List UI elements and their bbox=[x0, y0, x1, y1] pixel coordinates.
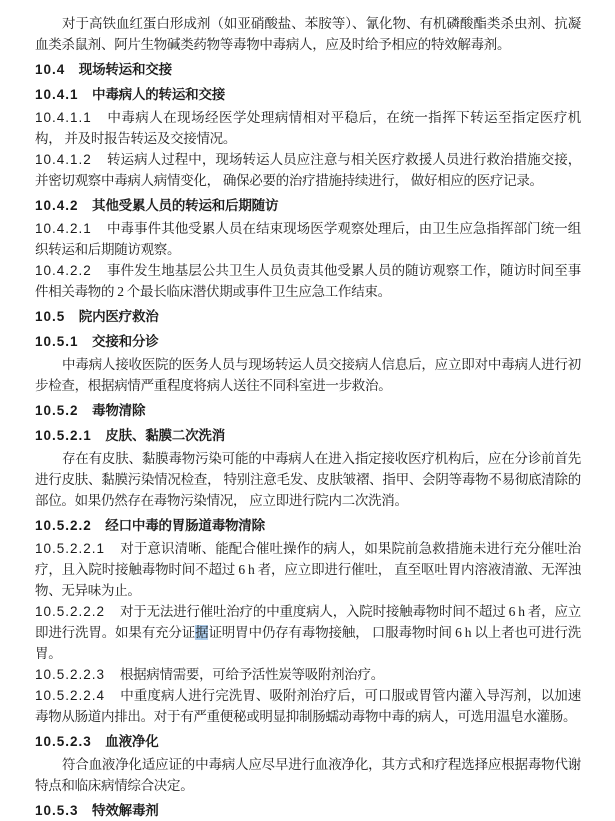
paragraph-triage: 中毒病人接收医院的医务人员与现场转运人员交接病人信息后，应立即对中毒病人进行初步检查，根据病情严重程度将病人送往不同科室进一步救治。 bbox=[35, 357, 581, 393]
heading-10-4-1 bbox=[35, 84, 581, 105]
clause-10-4-1-2 bbox=[35, 149, 581, 191]
heading-title: 院内医疗救治 bbox=[78, 309, 159, 324]
heading-number: 10.5 bbox=[35, 309, 66, 324]
clause-10-4-2-1 bbox=[35, 218, 581, 260]
clause-number: 10.4.1.2 bbox=[35, 152, 92, 167]
clause-10-5-2-2-2 bbox=[35, 601, 581, 664]
clause-10-5-2-2-3 bbox=[35, 664, 581, 685]
heading-title: 现场转运和交接 bbox=[78, 62, 172, 77]
heading-title: 特效解毒剂 bbox=[92, 803, 159, 818]
clause-10-5-2-2-4 bbox=[35, 685, 581, 727]
clause-text: 证明胃中仍存有毒物接触， 口服毒物时间 6 h 以上者也可进行洗胃。 bbox=[35, 625, 582, 661]
heading-10-5-2-1 bbox=[35, 425, 581, 446]
heading-title: 毒物清除 bbox=[92, 403, 146, 418]
paragraph-skin-decontamination: 存在有皮肤、黏膜毒物污染可能的中毒病人在进入指定接收医疗机构后，应在分诊前首先进行皮肤、黏膜污染情况检查， 特别注意毛发、皮肤皱褶、指甲、会阴等毒物不易彻底清除的部位。如果仍然存在毒物污染情况， 应立即进行院内二次洗消。 bbox=[35, 451, 581, 508]
heading-10-5-1 bbox=[35, 331, 581, 352]
paragraph-blood-purification: 符合血液净化适应证的中毒病人应尽早进行血液净化，其方式和疗程选择应根据毒物代谢特点和临床病情综合决定。 bbox=[35, 757, 581, 793]
heading-title: 交接和分诊 bbox=[92, 334, 159, 349]
clause-number: 10.5.2.2.3 bbox=[35, 667, 106, 682]
clause-number: 10.5.2.2.4 bbox=[35, 688, 106, 703]
clause-text: 对于意识清晰、能配合催吐操作的病人，如果院前急救措施未进行充分催吐治疗，且入院时接触毒物时间不超过 6 h 者，应立即进行催吐， 直至呕吐胃内溶液清澈、无浑浊物、无异味为止。 bbox=[35, 541, 581, 598]
clause-number: 10.5.2.2.2 bbox=[35, 604, 106, 619]
clause-text: 根据病情需要，可给予活性炭等吸附剂治疗。 bbox=[119, 667, 384, 682]
heading-10-5-2 bbox=[35, 400, 581, 421]
clause-10-4-1-1 bbox=[35, 107, 581, 149]
clause-number: 10.4.2.1 bbox=[35, 221, 92, 236]
clause-number: 10.4.1.1 bbox=[35, 110, 92, 125]
heading-number: 10.4.2 bbox=[35, 198, 79, 213]
clause-text: 转运病人过程中，现场转运人员应注意与相关医疗救援人员进行救治措施交接，并密切观察中毒病人病情变化， 确保必要的治疗措施持续进行， 做好相应的医疗记录。 bbox=[35, 152, 581, 188]
heading-title: 其他受累人员的转运和后期随访 bbox=[92, 198, 279, 213]
heading-number: 10.4 bbox=[35, 62, 66, 77]
heading-number: 10.5.2.1 bbox=[35, 428, 92, 443]
clause-10-4-2-2 bbox=[35, 260, 581, 302]
heading-10-5-2-2 bbox=[35, 515, 581, 536]
heading-number: 10.5.2.3 bbox=[35, 734, 92, 749]
heading-10-4-2 bbox=[35, 195, 581, 216]
clause-number: 10.5.2.2.1 bbox=[35, 541, 106, 556]
heading-title: 血液净化 bbox=[105, 734, 159, 749]
clause-text: 中毒病人在现场经医学处理病情相对平稳后，在统一指挥下转运至指定医疗机构， 并及时报告转运及交接情况。 bbox=[35, 110, 581, 146]
heading-number: 10.4.1 bbox=[35, 87, 79, 102]
heading-10-5 bbox=[35, 306, 581, 327]
clause-text: 对于无法进行催吐治疗的中重度病人，入院时接触毒物时间不超过 6 h 者，应立即进行洗胃。如果有充分证 bbox=[35, 604, 581, 640]
clause-number: 10.4.2.2 bbox=[35, 263, 92, 278]
paragraph-special-antidotes-intro: 对于高铁血红蛋白形成剂（如亚硝酸盐、苯胺等）、氰化物、有机磷酸酯类杀虫剂、抗凝血类杀鼠剂、阿片生物碱类药物等毒物中毒病人，应及时给予相应的特效解毒剂。 bbox=[35, 16, 581, 52]
text-selection-highlight: 据 bbox=[195, 625, 209, 640]
heading-number: 10.5.2.2 bbox=[35, 518, 92, 533]
heading-10-4 bbox=[35, 59, 581, 80]
clause-text: 事件发生地基层公共卫生人员负责其他受累人员的随访观察工作，随访时间至事件相关毒物的 2 个最长临床潜伏期或事件卫生应急工作结束。 bbox=[35, 263, 581, 299]
clause-text: 中毒事件其他受累人员在结束现场医学观察处理后，由卫生应急指挥部门统一组织转运和后期随访观察。 bbox=[35, 221, 581, 257]
heading-number: 10.5.1 bbox=[35, 334, 79, 349]
heading-number: 10.5.2 bbox=[35, 403, 79, 418]
heading-10-5-2-3 bbox=[35, 731, 581, 752]
heading-10-5-3 bbox=[35, 800, 581, 821]
heading-title: 皮肤、黏膜二次洗消 bbox=[105, 428, 225, 443]
heading-number: 10.5.3 bbox=[35, 803, 79, 818]
heading-title: 中毒病人的转运和交接 bbox=[92, 87, 226, 102]
heading-title: 经口中毒的胃肠道毒物清除 bbox=[105, 518, 265, 533]
clause-10-5-2-2-1 bbox=[35, 538, 581, 601]
clause-text: 中重度病人进行完洗胃、吸附剂治疗后，可口服或胃管内灌入导泻剂，以加速毒物从肠道内排出。对于有严重便秘或明显抑制肠蠕动毒物中毒的病人，可选用温皂水灌肠。 bbox=[35, 688, 581, 724]
